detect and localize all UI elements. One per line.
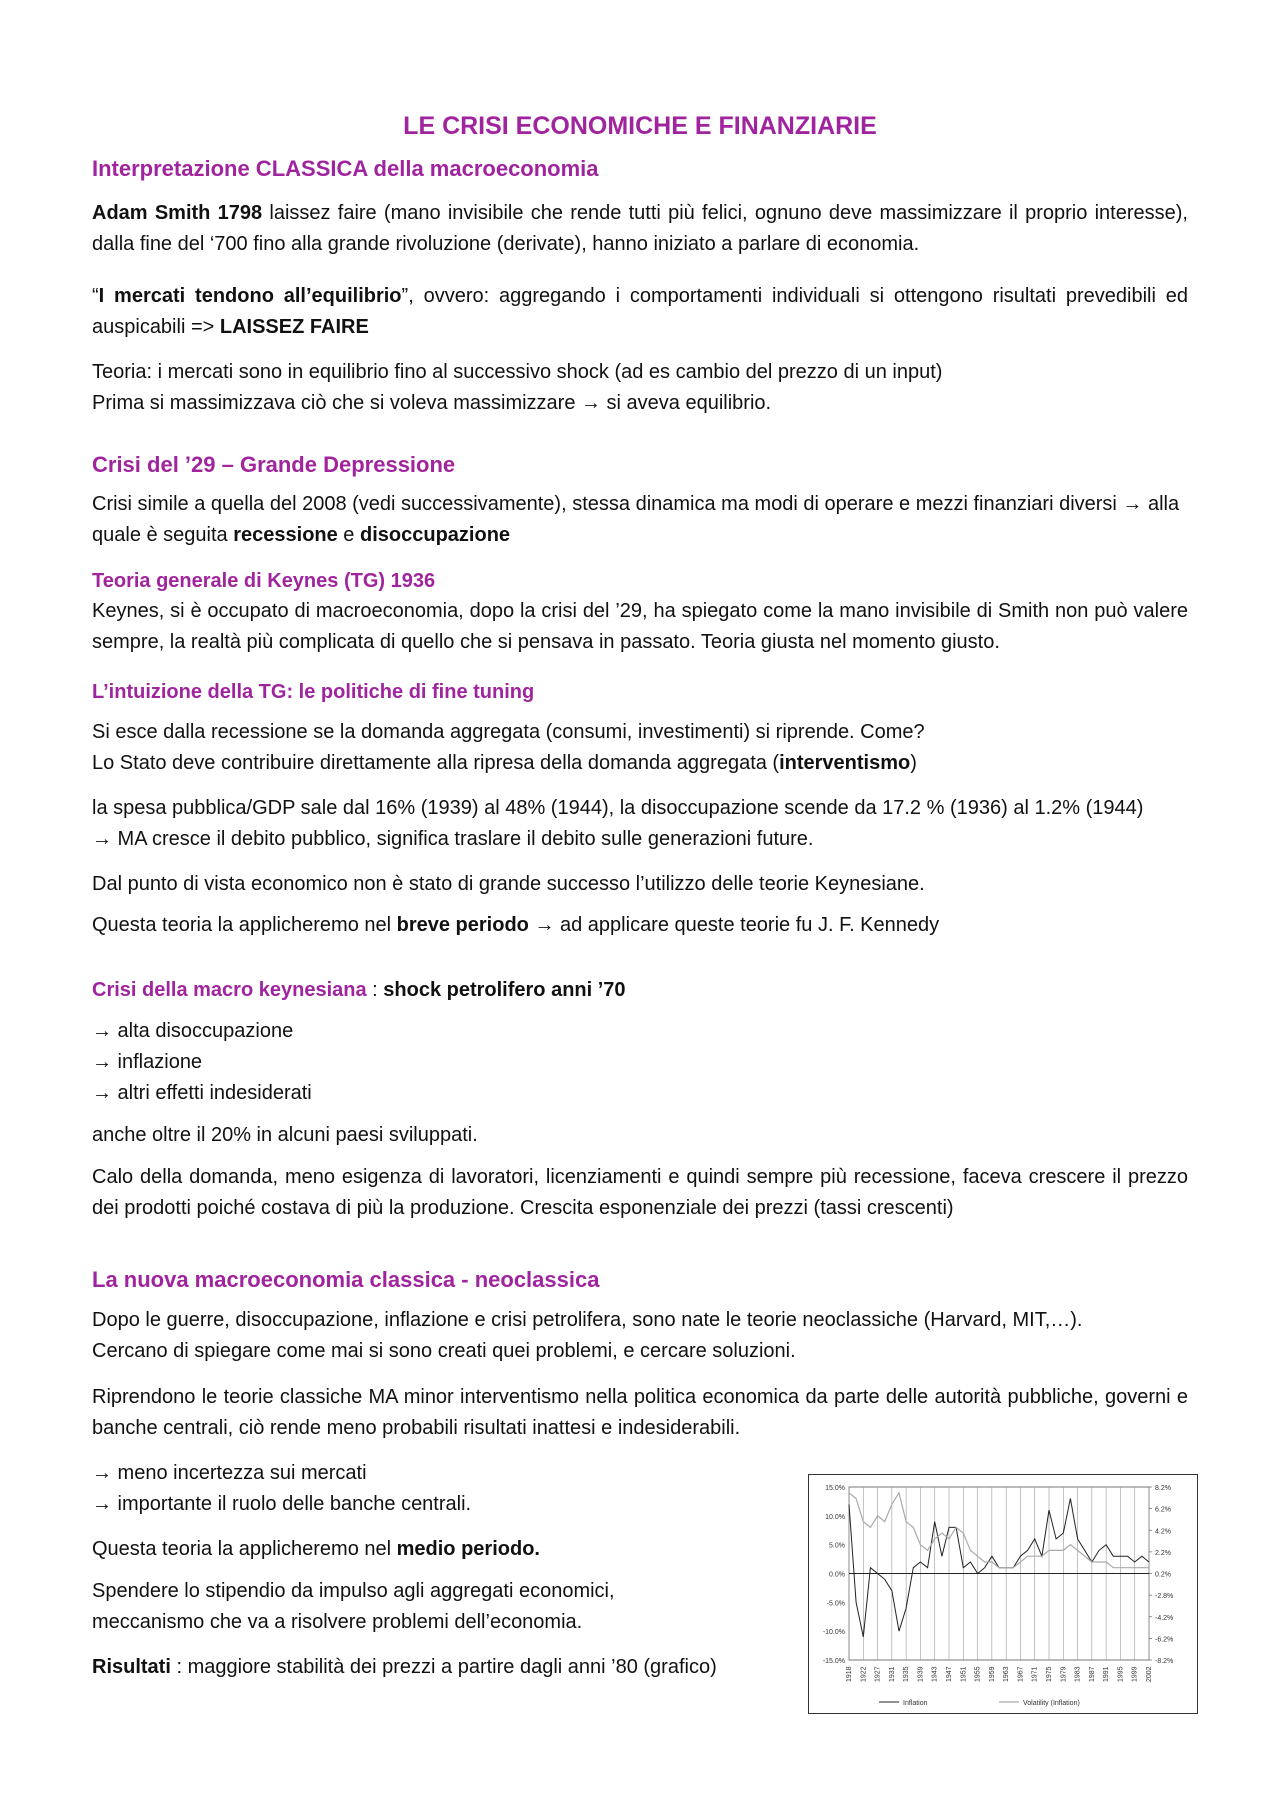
- y-right-tick-label: 0.2%: [1155, 1571, 1171, 1579]
- neoclassical-line-1: Dopo le guerre, disoccupazione, inflazione e crisi petrolifera, sono nate le teorie neoclassiche (Harvard, MIT,…).: [92, 1309, 1083, 1331]
- paragraph-classical-theories: Riprendono le teorie classiche MA minor interventismo nella politica economica da parte delle autorità pubbliche, governi e banche centrali, ciò rende meno probabili risultati inattesi e indesiderabili.: [92, 1386, 1188, 1439]
- fine-tuning-line-1: Si esce dalla recessione se la domanda aggregata (consumi, investimenti) si riprende. Come?: [92, 721, 925, 743]
- heading-classical: Interpretazione CLASSICA della macroeconomia: [92, 156, 599, 181]
- x-tick-label: 1983: [1074, 1666, 1082, 1682]
- x-tick-label: 1931: [888, 1666, 896, 1682]
- legend-label-inflation: Inflation: [903, 1700, 928, 1707]
- paragraph-adam-smith: [92, 198, 1188, 260]
- theory-line-1: Teoria: i mercati sono in equilibrio fino al successivo shock (ad es cambio del prezzo di un input): [92, 361, 943, 383]
- y-left-tick-label: 5.0%: [829, 1542, 845, 1550]
- paragraph-keynes: Keynes, si è occupato di macroeconomia, dopo la crisi del ’29, ha spiegato come la mano invisibile di Smith non può valere sempre, la realtà più complicata di quello che si pensava in passato. Teoria giusta nel momento giusto.: [92, 600, 1188, 653]
- paragraph-fine-tuning: [92, 717, 1188, 779]
- paragraph-salary: [92, 1576, 792, 1638]
- crisis-29-text: Crisi simile a quella del 2008 (vedi successivamente), stessa dinamica ma modi di operare e mezzi finanziari diversi → alla quale è seguita: [92, 493, 1180, 546]
- y-right-tick-label: -2.8%: [1155, 1593, 1174, 1601]
- inflation-chart: [808, 1474, 1198, 1714]
- heading-keynesian-crisis: [92, 975, 1188, 1006]
- inflation-chart-svg: [809, 1475, 1197, 1713]
- y-left-tick-label: 15.0%: [825, 1485, 845, 1492]
- x-tick-label: 1927: [874, 1666, 882, 1682]
- x-tick-label: 1959: [988, 1666, 996, 1682]
- quote-open: “: [92, 285, 99, 307]
- x-tick-label: 1971: [1031, 1666, 1039, 1682]
- adam-smith-text: laissez faire (mano invisibile che rende tutti più felici, ognuno deve massimizzare il proprio interesse), dalla fine del ‘700 fino alla grande rivoluzione (derivate), hanno iniziato a parlare di economia.: [92, 202, 1188, 255]
- x-tick-label: 1951: [960, 1666, 968, 1682]
- x-tick-label: 1935: [903, 1666, 911, 1682]
- heading-crisis-29: Crisi del ’29 – Grande Depressione: [92, 452, 456, 477]
- heading-neoclassical: La nuova macroeconomia classica - neoclassica: [92, 1267, 600, 1292]
- y-right-tick-label: 2.2%: [1155, 1549, 1171, 1557]
- and-text: e: [337, 524, 360, 546]
- unemployment-label: disoccupazione: [360, 524, 511, 546]
- legend-label-volatility: Volatility (Inflation): [1023, 1700, 1080, 1707]
- short-period-end: → ad applicare queste teorie fu J. F. Kennedy: [528, 914, 940, 936]
- x-tick-label: 1955: [974, 1666, 982, 1682]
- spending-line-1: la spesa pubblica/GDP sale dal 16% (1939) al 48% (1944), la disoccupazione scende da 17.2 % (1936) al 1.2% (1944): [92, 797, 1144, 819]
- fine-tuning-line-2: Lo Stato deve contribuire direttamente alla ripresa della domanda aggregata (: [92, 752, 780, 774]
- x-tick-label: 1999: [1131, 1666, 1139, 1682]
- x-tick-label: 1922: [860, 1666, 868, 1682]
- paren-close: ): [910, 752, 917, 774]
- theory-line-2: Prima si massimizzava ciò che si voleva massimizzare → si aveva equilibrio.: [92, 392, 772, 414]
- list-item: → importante il ruolo delle banche centrali.: [92, 1493, 472, 1515]
- series-line-volatility: [849, 1493, 1149, 1568]
- medium-period-text: Questa teoria la applicheremo nel: [92, 1538, 397, 1560]
- list-item: → inflazione: [92, 1051, 203, 1073]
- x-tick-label: 1918: [846, 1666, 853, 1682]
- x-tick-label: 1963: [1003, 1666, 1011, 1682]
- paragraph-public-spending: [92, 793, 1188, 855]
- y-left-tick-label: -5.0%: [826, 1600, 845, 1608]
- list-item: → altri effetti indesiderati: [92, 1082, 312, 1104]
- x-tick-label: 1939: [917, 1666, 925, 1682]
- medium-period-label: medio periodo.: [396, 1538, 540, 1560]
- list-item: → alta disoccupazione: [92, 1020, 294, 1042]
- spending-line-2: → MA cresce il debito pubblico, significa traslare il debito sulle generazioni future.: [92, 828, 814, 850]
- x-tick-label: 1975: [1046, 1666, 1053, 1682]
- equilibrium-text: ”, ovvero: aggregando i comportamenti individuali si ottengono risultati prevedibili ed auspicabili =>: [92, 285, 1188, 338]
- equilibrium-quote: I mercati tendono all’equilibrio: [98, 285, 402, 307]
- adam-smith-label: Adam Smith 1798: [92, 202, 263, 224]
- paragraph-crisis-29: [92, 489, 1188, 551]
- heading-fine-tuning: L’intuizione della TG: le politiche di fine tuning: [92, 681, 535, 703]
- y-left-tick-label: 0.0%: [829, 1571, 845, 1579]
- x-tick-label: 1991: [1103, 1666, 1111, 1682]
- keynesian-crisis-title: Crisi della macro keynesiana: [92, 979, 367, 1001]
- list-crisis-effects: [92, 1016, 1188, 1109]
- x-tick-label: 1947: [946, 1666, 953, 1682]
- salary-line-1: Spendere lo stipendio da impulso agli aggregati economici,: [92, 1580, 615, 1602]
- heading-keynes: Teoria generale di Keynes (TG) 1936: [92, 570, 436, 592]
- paragraph-20-percent: anche oltre il 20% in alcuni paesi sviluppati.: [92, 1124, 478, 1146]
- page-title: LE CRISI ECONOMICHE E FINANZIARIE: [403, 112, 877, 140]
- y-right-tick-label: -4.2%: [1155, 1614, 1174, 1622]
- x-tick-label: 1995: [1117, 1666, 1125, 1682]
- y-right-tick-label: -6.2%: [1155, 1636, 1174, 1644]
- y-right-tick-label: 6.2%: [1155, 1506, 1171, 1514]
- neoclassical-line-2: Cercano di spiegare come mai si sono creati quei problemi, e cercare soluzioni.: [92, 1340, 796, 1362]
- x-tick-label: 1979: [1060, 1666, 1068, 1682]
- paragraph-equilibrium: [92, 281, 1188, 343]
- y-left-tick-label: -10.0%: [822, 1629, 845, 1637]
- results-text: : maggiore stabilità dei prezzi a partire dagli anni ’80 (grafico): [170, 1656, 717, 1678]
- y-left-tick-label: -15.0%: [822, 1658, 845, 1665]
- list-item: → meno incertezza sui mercati: [92, 1462, 367, 1484]
- short-period-label: breve periodo: [396, 914, 529, 936]
- paragraph-demand-drop: Calo della domanda, meno esigenza di lavoratori, licenziamenti e quindi sempre più recessione, faceva crescere il prezzo dei prodotti poiché costava di più la produzione. Crescita esponenziale dei prezzi (tassi crescenti): [92, 1166, 1188, 1219]
- y-right-tick-label: 4.2%: [1155, 1528, 1171, 1536]
- short-period-text: Questa teoria la applicheremo nel: [92, 914, 397, 936]
- paragraph-short-period: [92, 910, 1188, 941]
- paragraph-medium-period: [92, 1534, 792, 1565]
- paragraph-results: [92, 1652, 812, 1683]
- results-label: Risultati: [92, 1656, 171, 1678]
- y-right-tick-label: 8.2%: [1155, 1485, 1171, 1492]
- interventismo-label: interventismo: [779, 752, 911, 774]
- oil-shock-label: shock petrolifero anni ’70: [383, 979, 626, 1001]
- recession-label: recessione: [233, 524, 338, 546]
- paragraph-keynes-success: Dal punto di vista economico non è stato di grande successo l’utilizzo delle teorie Keynesiane.: [92, 873, 925, 895]
- x-tick-label: 1987: [1088, 1666, 1096, 1682]
- y-left-tick-label: 10.0%: [825, 1513, 845, 1521]
- x-tick-label: 2002: [1146, 1666, 1153, 1682]
- list-neoclassical-effects: [92, 1458, 792, 1520]
- paragraph-neoclassical: [92, 1305, 1188, 1367]
- salary-line-2: meccanismo che va a risolvere problemi dell’economia.: [92, 1611, 583, 1633]
- x-tick-label: 1967: [1017, 1666, 1025, 1682]
- x-tick-label: 1943: [931, 1666, 939, 1682]
- separator-text: :: [366, 979, 384, 1001]
- paragraph-theory: [92, 357, 1188, 419]
- y-right-tick-label: -8.2%: [1155, 1658, 1174, 1665]
- laissez-faire-label: LAISSEZ FAIRE: [219, 316, 369, 338]
